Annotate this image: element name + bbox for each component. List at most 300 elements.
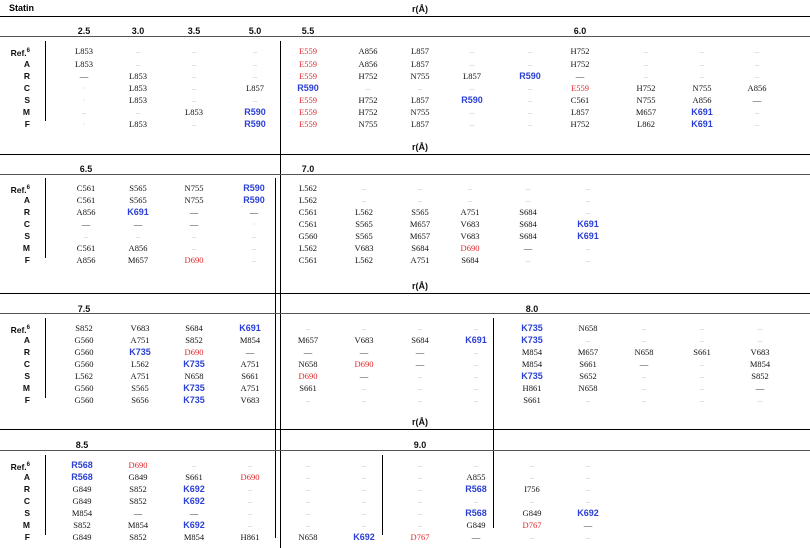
residue-cell: –: [525, 255, 531, 265]
row-label-text: S: [24, 231, 30, 241]
residue-cell: –: [247, 484, 253, 494]
residue-cell: S852: [185, 335, 203, 345]
residue-cell: –: [361, 183, 367, 193]
residue-cell: A855: [466, 472, 486, 482]
row-divider: [45, 178, 46, 258]
residue-cell: –: [417, 83, 423, 93]
residue-cell: –: [135, 46, 141, 56]
residue-cell: R590: [461, 95, 483, 105]
residue-cell: R590: [297, 83, 319, 93]
residue-cell: L853: [129, 95, 147, 105]
residue-cell: —: [575, 71, 585, 81]
row-label-text: A: [23, 195, 30, 205]
residue-cell: —: [583, 520, 593, 530]
residue-cell: L853: [185, 107, 203, 117]
residue-cell: H752: [636, 83, 656, 93]
residue-cell: S565: [129, 195, 147, 205]
residue-cell: R568: [465, 484, 487, 494]
distance-header: 6.5: [79, 164, 93, 174]
section-header-rule: [0, 313, 810, 314]
residue-cell: –: [585, 183, 591, 193]
residue-cell: —: [359, 347, 369, 357]
residue-cell: –: [473, 371, 479, 381]
residue-cell: V683: [240, 395, 260, 405]
residue-cell: —: [189, 207, 199, 217]
row-label-text: F: [24, 255, 30, 265]
residue-cell: —: [639, 359, 649, 369]
residue-cell: –: [247, 508, 253, 518]
residue-cell: V683: [750, 347, 770, 357]
residue-cell: L562: [299, 195, 317, 205]
residue-cell: S661: [185, 472, 203, 482]
residue-cell: A751: [240, 383, 260, 393]
residue-cell: G849: [72, 496, 92, 506]
residue-cell: –: [361, 472, 367, 482]
residue-cell: C561: [298, 207, 318, 217]
residue-cell: S656: [131, 395, 149, 405]
residue-cell: —: [81, 219, 91, 229]
ref-superscript: 6: [26, 185, 30, 191]
row-label: [0, 96, 30, 104]
residue-cell: –: [699, 59, 705, 69]
residue-cell: –: [699, 46, 705, 56]
residue-cell: –: [361, 484, 367, 494]
residue-cell: E559: [299, 71, 317, 81]
residue-cell: A751: [130, 335, 150, 345]
row-label-text: F: [24, 119, 30, 129]
residue-cell: G849: [522, 508, 542, 518]
residue-cell: –: [81, 107, 87, 117]
row-label: [0, 396, 30, 404]
residue-cell: –: [361, 195, 367, 205]
residue-cell: A856: [692, 95, 712, 105]
residue-cell: S661: [523, 395, 541, 405]
residue-cell: –: [469, 46, 475, 56]
residue-cell: M854: [183, 532, 205, 542]
residue-cell: –: [585, 532, 591, 542]
residue-cell: –: [699, 383, 705, 393]
residue-cell: N658: [578, 323, 598, 333]
residue-cell: G849: [466, 520, 486, 530]
row-label-text: Ref.: [10, 184, 27, 195]
residue-cell: M854: [749, 359, 771, 369]
residue-cell: D690: [460, 243, 480, 253]
residue-cell: A751: [410, 255, 430, 265]
residue-cell: N755: [184, 195, 204, 205]
residue-cell: K691: [691, 107, 713, 117]
residue-cell: D690: [184, 347, 204, 357]
residue-cell: A856: [128, 243, 148, 253]
residue-cell: G849: [72, 532, 92, 542]
residue-cell: —: [249, 207, 259, 217]
residue-cell: G560: [74, 359, 94, 369]
residue-cell: –: [252, 46, 258, 56]
residue-cell: A856: [747, 83, 767, 93]
residue-cell: –: [585, 460, 591, 470]
distance-header: 2.5: [77, 26, 91, 36]
residue-cell: –: [191, 243, 197, 253]
residue-cell: N755: [692, 83, 712, 93]
residue-cell: ·: [82, 119, 86, 129]
row-label-text: C: [23, 83, 30, 93]
residue-cell: –: [135, 59, 141, 69]
column-divider: [280, 41, 281, 548]
residue-cell: H752: [570, 119, 590, 129]
residue-cell: E559: [299, 59, 317, 69]
residue-cell: C561: [298, 255, 318, 265]
residue-cell: S565: [355, 231, 373, 241]
residue-cell: D690: [240, 472, 260, 482]
residue-cell: N755: [184, 183, 204, 193]
residue-cell: M854: [521, 347, 543, 357]
residue-cell: –: [417, 195, 423, 205]
residue-cell: K692: [183, 484, 205, 494]
residue-cell: A856: [358, 59, 378, 69]
row-label: [0, 244, 30, 252]
residue-cell: S852: [75, 323, 93, 333]
residue-cell: R590: [244, 119, 266, 129]
row-label: [0, 47, 30, 57]
column-divider: [382, 455, 383, 535]
row-label-text: A: [23, 335, 30, 345]
residue-cell: K691: [691, 119, 713, 129]
row-label-text: A: [23, 59, 30, 69]
residue-cell: –: [417, 371, 423, 381]
residue-cell: –: [252, 95, 258, 105]
residue-cell: S661: [299, 383, 317, 393]
residue-cell: S684: [411, 335, 429, 345]
residue-cell: G849: [72, 484, 92, 494]
residue-cell: H752: [358, 71, 378, 81]
residue-cell: N755: [358, 119, 378, 129]
residue-cell: –: [525, 195, 531, 205]
residue-cell: S684: [411, 243, 429, 253]
residue-cell: S565: [131, 383, 149, 393]
residue-cell: –: [754, 119, 760, 129]
residue-cell: –: [473, 323, 479, 333]
residue-cell: S852: [73, 520, 91, 530]
residue-cell: –: [529, 460, 535, 470]
residue-cell: —: [79, 71, 89, 81]
residue-cell: –: [361, 496, 367, 506]
residue-cell: —: [471, 532, 481, 542]
row-label: [0, 336, 30, 344]
residue-cell: E559: [299, 119, 317, 129]
residue-cell: H752: [570, 59, 590, 69]
residue-cell: –: [191, 71, 197, 81]
residue-cell: –: [527, 59, 533, 69]
residue-cell: A751: [460, 207, 480, 217]
row-label: [0, 232, 30, 240]
distance-header: 3.5: [187, 26, 201, 36]
residue-cell: –: [641, 335, 647, 345]
residue-cell: L853: [75, 59, 93, 69]
residue-cell: R590: [244, 107, 266, 117]
row-label: [0, 324, 30, 334]
residue-cell: –: [305, 460, 311, 470]
residue-cell: –: [641, 323, 647, 333]
row-label-text: R: [23, 347, 30, 357]
residue-cell: S565: [355, 219, 373, 229]
residue-cell: –: [585, 395, 591, 405]
residue-cell: –: [585, 243, 591, 253]
residue-cell: –: [305, 472, 311, 482]
residue-cell: –: [417, 508, 423, 518]
residue-cell: –: [757, 323, 763, 333]
residue-cell: L857: [411, 119, 429, 129]
residue-cell: R568: [71, 460, 93, 470]
residue-cell: –: [529, 532, 535, 542]
residue-cell: –: [699, 335, 705, 345]
residue-cell: —: [523, 243, 533, 253]
residue-cell: C561: [298, 219, 318, 229]
residue-cell: G560: [74, 335, 94, 345]
residue-cell: V683: [354, 335, 374, 345]
residue-cell: L862: [637, 119, 655, 129]
residue-cell: D690: [128, 460, 148, 470]
residue-cell: L853: [129, 71, 147, 81]
residue-cell: –: [467, 195, 473, 205]
axis-label: r(Å): [412, 417, 428, 427]
residue-cell: —: [189, 508, 199, 518]
row-label: [0, 497, 30, 505]
residue-cell: S661: [693, 347, 711, 357]
distance-header: 6.0: [573, 26, 587, 36]
residue-cell: –: [361, 383, 367, 393]
residue-cell: –: [417, 460, 423, 470]
residue-cell: —: [752, 95, 762, 105]
residue-cell: L857: [411, 95, 429, 105]
residue-cell: G560: [74, 347, 94, 357]
residue-cell: M854: [521, 359, 543, 369]
residue-cell: –: [527, 46, 533, 56]
residue-cell: K735: [183, 395, 205, 405]
residue-cell: –: [473, 347, 479, 357]
row-label: [0, 256, 30, 264]
residue-cell: —: [755, 383, 765, 393]
residue-cell: G560: [74, 395, 94, 405]
residue-cell: –: [191, 231, 197, 241]
row-label-text: R: [23, 207, 30, 217]
residue-cell: –: [365, 83, 371, 93]
row-label: [0, 360, 30, 368]
residue-cell: –: [305, 323, 311, 333]
residue-cell: N658: [184, 371, 204, 381]
residue-cell: N658: [634, 347, 654, 357]
row-label-text: S: [24, 508, 30, 518]
residue-cell: C561: [76, 183, 96, 193]
residue-cell: –: [699, 71, 705, 81]
row-label-text: M: [22, 520, 30, 530]
residue-cell: –: [191, 83, 197, 93]
residue-cell: –: [305, 395, 311, 405]
residue-cell: S565: [411, 207, 429, 217]
residue-cell: –: [527, 95, 533, 105]
distance-header: 8.5: [75, 440, 89, 450]
residue-cell: S852: [129, 532, 147, 542]
residue-cell: ·: [82, 95, 86, 105]
residue-cell: S684: [519, 207, 537, 217]
row-label: [0, 473, 30, 481]
residue-cell: –: [191, 59, 197, 69]
residue-cell: M854: [239, 335, 261, 345]
residue-cell: N658: [578, 383, 598, 393]
residue-cell: –: [135, 107, 141, 117]
residue-cell: S661: [579, 359, 597, 369]
residue-cell: A856: [76, 255, 96, 265]
residue-cell: H752: [358, 107, 378, 117]
residue-cell: –: [417, 395, 423, 405]
residue-cell: H752: [358, 95, 378, 105]
residue-cell: —: [415, 347, 425, 357]
section-header-rule: [0, 450, 810, 451]
row-label-text: C: [23, 219, 30, 229]
distance-header: 8.0: [525, 304, 539, 314]
residue-cell: M657: [297, 335, 319, 345]
residue-cell: —: [415, 359, 425, 369]
residue-cell: –: [305, 484, 311, 494]
residue-cell: H861: [522, 383, 542, 393]
row-label: [0, 348, 30, 356]
residue-cell: –: [585, 496, 591, 506]
residue-cell: –: [417, 472, 423, 482]
row-divider: [45, 41, 46, 121]
residue-cell: –: [473, 395, 479, 405]
residue-cell: –: [467, 183, 473, 193]
section-top-rule: [0, 293, 810, 294]
row-label: [0, 485, 30, 493]
residue-cell: K691: [127, 207, 149, 217]
row-label-text: A: [23, 472, 30, 482]
residue-cell: –: [191, 119, 197, 129]
residue-cell: –: [754, 107, 760, 117]
residue-cell: R568: [465, 508, 487, 518]
residue-cell: R590: [519, 71, 541, 81]
column-divider: [275, 178, 276, 538]
residue-cell: K735: [521, 371, 543, 381]
residue-cell: –: [191, 46, 197, 56]
residue-cell: S852: [129, 496, 147, 506]
residue-cell: L562: [75, 371, 93, 381]
residue-cell: –: [527, 107, 533, 117]
residue-cell: D690: [298, 371, 318, 381]
row-label: [0, 72, 30, 80]
residue-cell: K692: [353, 532, 375, 542]
row-label: [0, 120, 30, 128]
row-label: [0, 533, 30, 541]
residue-cell: K692: [577, 508, 599, 518]
row-label: [0, 208, 30, 216]
residue-cell: M854: [71, 508, 93, 518]
residue-cell: M657: [409, 219, 431, 229]
residue-cell: –: [527, 119, 533, 129]
residue-cell: —: [303, 347, 313, 357]
residue-cell: H861: [240, 532, 260, 542]
residue-cell: –: [699, 359, 705, 369]
residue-cell: K692: [183, 520, 205, 530]
row-label-text: S: [24, 95, 30, 105]
residue-cell: —: [133, 219, 143, 229]
ref-superscript: 6: [26, 462, 30, 468]
residue-cell: K735: [521, 335, 543, 345]
residue-cell: –: [754, 46, 760, 56]
residue-cell: N755: [410, 71, 430, 81]
residue-cell: –: [361, 508, 367, 518]
residue-cell: S661: [241, 371, 259, 381]
residue-cell: –: [643, 59, 649, 69]
residue-cell: —: [133, 508, 143, 518]
residue-cell: C561: [76, 243, 96, 253]
residue-cell: –: [643, 46, 649, 56]
residue-cell: L857: [571, 107, 589, 117]
residue-cell: –: [469, 107, 475, 117]
residue-cell: –: [641, 371, 647, 381]
residue-cell: K735: [521, 323, 543, 333]
residue-cell: L562: [355, 207, 373, 217]
residue-cell: –: [757, 395, 763, 405]
residue-cell: –: [641, 383, 647, 393]
residue-cell: L562: [355, 255, 373, 265]
row-label: [0, 384, 30, 392]
residue-cell: S852: [129, 484, 147, 494]
residue-cell: K735: [183, 359, 205, 369]
residue-cell: N658: [298, 359, 318, 369]
residue-cell: E559: [299, 95, 317, 105]
residue-cell: V683: [130, 323, 150, 333]
residue-cell: –: [585, 255, 591, 265]
residue-cell: K691: [465, 335, 487, 345]
row-label-text: Ref.: [10, 47, 27, 58]
residue-cell: –: [527, 83, 533, 93]
residue-cell: –: [417, 520, 423, 530]
residue-cell: –: [252, 59, 258, 69]
residue-cell: L857: [463, 71, 481, 81]
axis-label: r(Å): [412, 281, 428, 291]
residue-cell: –: [529, 472, 535, 482]
residue-cell: –: [529, 496, 535, 506]
residue-cell: N755: [410, 107, 430, 117]
residue-cell: K692: [183, 496, 205, 506]
distance-header: 7.5: [77, 304, 91, 314]
residue-cell: S684: [519, 231, 537, 241]
residue-cell: S652: [579, 371, 597, 381]
residue-cell: –: [361, 460, 367, 470]
residue-cell: E559: [299, 107, 317, 117]
residue-cell: –: [191, 95, 197, 105]
residue-cell: –: [417, 323, 423, 333]
column-divider: [493, 318, 494, 528]
residue-cell: V683: [460, 219, 480, 229]
row-label-text: C: [23, 496, 30, 506]
residue-cell: I756: [524, 484, 540, 494]
residue-cell: L857: [246, 83, 264, 93]
residue-cell: —: [189, 219, 199, 229]
residue-cell: L853: [129, 83, 147, 93]
residue-cell: —: [359, 371, 369, 381]
row-label-text: C: [23, 359, 30, 369]
residue-cell: A751: [240, 359, 260, 369]
residue-cell: D690: [354, 359, 374, 369]
distance-header: 7.0: [301, 164, 315, 174]
residue-cell: M657: [127, 255, 149, 265]
row-label: [0, 372, 30, 380]
section-header-rule: [0, 174, 810, 175]
row-label-text: M: [22, 383, 30, 393]
residue-cell: C561: [76, 195, 96, 205]
row-label: [0, 220, 30, 228]
residue-cell: –: [83, 231, 89, 241]
distance-header: 5.5: [301, 26, 315, 36]
